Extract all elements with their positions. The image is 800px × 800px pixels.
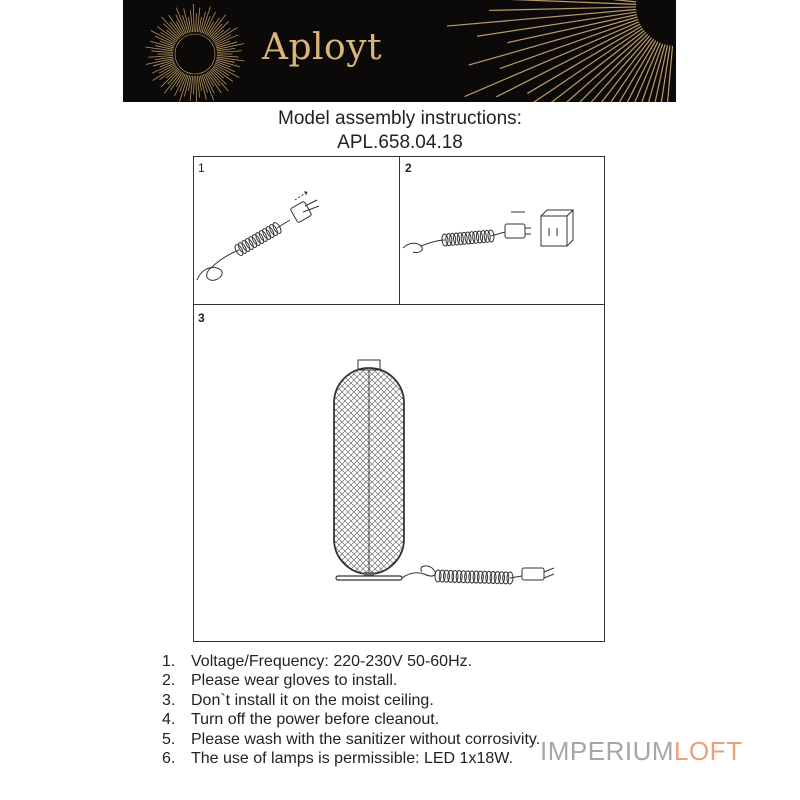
model-number: APL.658.04.18	[337, 132, 463, 153]
watermark	[540, 736, 742, 767]
panel-divider-vertical	[399, 156, 400, 305]
list-item-number: 2.	[162, 672, 176, 690]
list-item-text: Turn off the power before cleanout.	[191, 711, 440, 729]
page-title: Model assembly instructions:	[278, 108, 522, 129]
list-item-number: 4.	[162, 711, 176, 729]
list-item-number: 6.	[162, 749, 176, 767]
sunburst-logo-icon	[123, 0, 676, 102]
list-item-text: Don`t install it on the moist ceiling.	[191, 691, 434, 709]
watermark-part-2: LOFT	[674, 736, 743, 766]
list-item-text: Please wash with the sanitizer without corrosivity.	[191, 730, 541, 748]
mesh-lamp-icon	[300, 350, 570, 590]
step-label-3: 3	[198, 311, 205, 325]
list-item	[162, 671, 540, 690]
list-item-text: Voltage/Frequency: 220-230V 50-60Hz.	[191, 653, 473, 670]
list-item-text: Please wear gloves to install.	[191, 672, 398, 690]
brand-banner	[123, 0, 676, 102]
list-item	[162, 749, 540, 768]
list-item-number: 5.	[162, 730, 176, 748]
step-label-2: 2	[405, 161, 412, 175]
list-item-number: 1.	[162, 653, 176, 670]
list-item-text: The use of lamps is permissible: LED 1x18W.	[191, 749, 513, 767]
brand-name: Aployt	[262, 27, 383, 68]
list-item	[162, 652, 540, 671]
plug-socket-icon	[401, 170, 603, 300]
plug-cord-icon	[195, 170, 395, 300]
list-item	[162, 730, 540, 749]
step-label-1: 1	[198, 161, 205, 175]
panel-divider-horizontal	[193, 304, 605, 305]
watermark-part-1: IMPERIUM	[540, 736, 674, 766]
instruction-list	[162, 652, 540, 768]
list-item	[162, 710, 540, 729]
list-item	[162, 691, 540, 710]
list-item-number: 3.	[162, 691, 176, 709]
